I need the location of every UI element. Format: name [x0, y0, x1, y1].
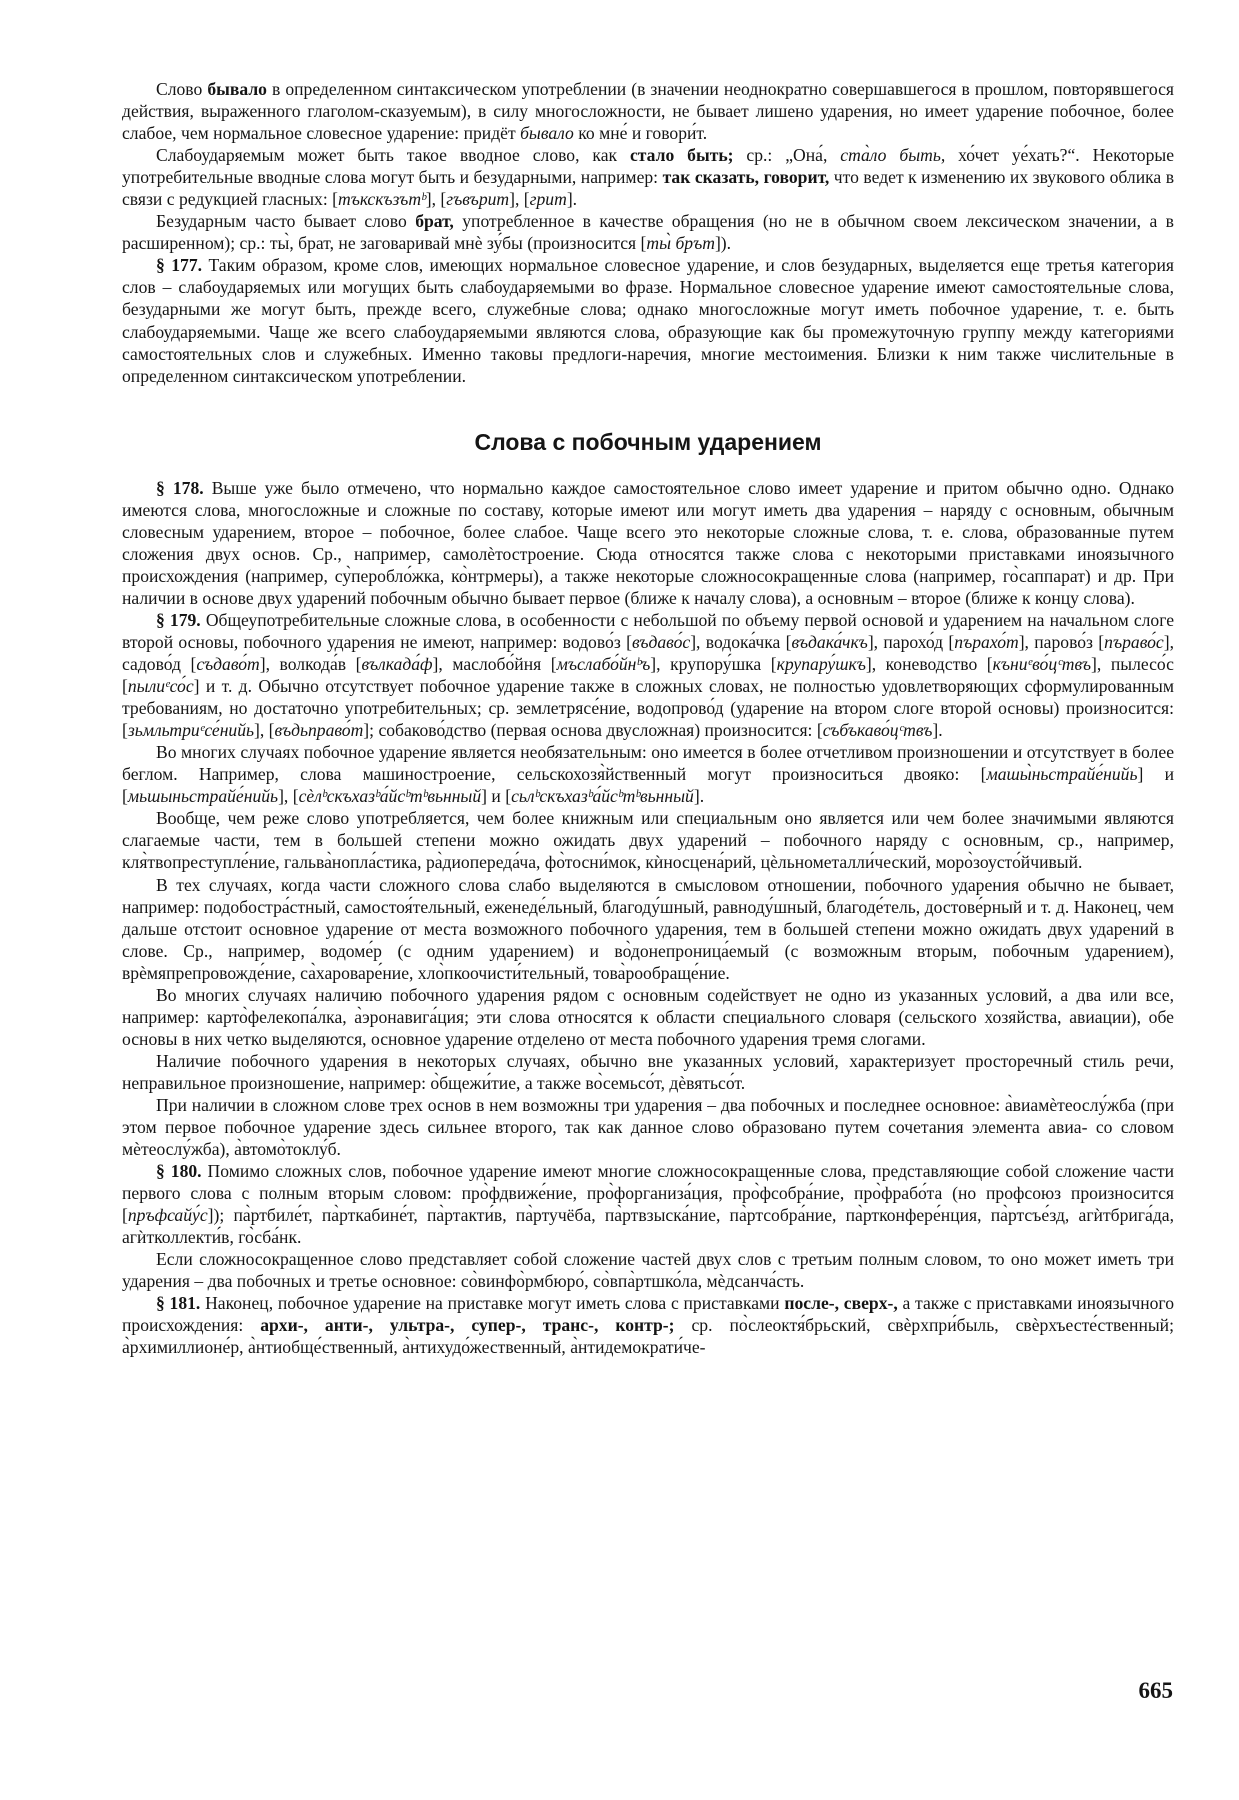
bold-text: § 181. [156, 1293, 201, 1314]
italic-transcription: кънuᵉво́цᶜтвъ [992, 654, 1092, 675]
italic-transcription: бывало [520, 123, 574, 144]
italic-transcription: въдьправо́т [274, 720, 364, 741]
bold-text: так сказать, говорит, [662, 167, 830, 188]
bold-text: § 180. [156, 1161, 202, 1182]
bold-text: бывало [207, 79, 267, 99]
italic-transcription: машы̀ньстрайе́нийь [986, 764, 1138, 785]
paragraph [122, 144, 1174, 210]
text-run: ], маслобо́йня [ [432, 654, 557, 675]
text-run: Безударным часто бывает слово [156, 211, 416, 232]
italic-transcription: пылuᵉсо́с [127, 676, 194, 697]
paragraph [122, 477, 1174, 609]
italic-transcription: гъвърит [446, 189, 510, 210]
italic-transcription: ста̀ло быть, [840, 145, 946, 166]
paragraph [122, 1160, 1174, 1248]
text-run: ], [ [254, 720, 275, 741]
text-run: Помимо сложных слов, побочное ударение имеют многие сложносокращенные слова, представляющие собой сложение части первого слова с полным вторым словом: про̀фдвиже́ние, про̀форганиза́ция, про̀фсобра́ние, про̀фрабо́та (но профсоюз произносится [ [122, 1161, 1175, 1226]
text-run: в определенном синтаксическом употреблении (в значении неоднократно совершавшегося в прошлом, повторявшегося действия, выраженного глаголом-сказуемым), в силу многосложности, не бывает лишено ударения, но имеет ударение побочное, более слабое, чем нормальное словесное ударение: придёт [122, 79, 1174, 144]
italic-transcription: мъслабо́йнᵇъ [556, 654, 651, 675]
text-run: Если сложносокращенное слово представляет собой сложение частей двух слов с третьим полным словом, то оно может иметь три ударения – два побочных и третье основное: со̀винфо̀рмбюро́, со̀впа̀ртшко́ла, мѐдсанча́сть. [122, 1249, 1174, 1292]
section-heading: Слова с побочным ударением [474, 428, 822, 455]
text-run: употребленное в качестве обращения (но не в обычном своем лексическом значении, а в расширенном); ср.: ты̀, брат, не заговаривай мнѐ зу́бы (произносится [ [122, 211, 1174, 254]
paragraph [122, 1248, 1174, 1292]
text-run: В тех случаях, когда части сложного слова слабо выделяются в смысловом отношении, побочного ударения обычно не бывает, например: подобостра́стный, самостоя́тельный, еженеде́льный, благоду́шный, равноду́шный, благоде́тель, достове́рный и т. д. Наконец, чем дальше отстоит основное ударение от места возможного побочного ударения, тем в большей степени можно ожидать двух ударений в слове. Ср., например, водоме́р (с одним ударением) и во̀донепроница́емый (с возможным вторым, побочным ударением), врѐмяпрепровожде́ние, са̀хароваре́ние, хло̀пкоочисти́тельный, това̀рообраще́ние. [122, 874, 1174, 983]
text-run: Наличие побочного ударения в некоторых случаях, обычно вне указанных условий, характеризует просторечный стиль речи, неправильное произношение, например: о̀бщежи́тие, а также во̀семьсо́т, дѐвятьсо́т. [122, 1050, 1174, 1093]
paragraph [122, 984, 1174, 1050]
text-run: ср. по̀слеоктя́брьский, свѐрхпри́быль, свѐрхъесте́ственный; а̀рхимиллионе́р, а̀нтиобще́ственный, а̀нтихудо́жественный, а̀нтидемократи́че- [122, 1315, 1174, 1358]
text-run: Общеупотребительные сложные слова, в особенности с небольшой по объему первой основой и ударением на начальном слоге второй основы, побочного ударения не имеют, например: водово́з [ [122, 609, 1175, 652]
italic-transcription: вълкада́ф [361, 654, 433, 675]
text-run: ]). [714, 233, 732, 254]
paragraph [122, 1050, 1174, 1094]
paragraph [122, 210, 1174, 254]
text-run: ], водока́чка [ [690, 631, 792, 652]
text-run: хо́чет уе́хать?“. Некоторые употребительные вводные слова могут быть и безударными, например: [122, 145, 1175, 188]
text-run: ], пылесо́с [ [122, 654, 1174, 697]
text-run: ]); па̀ртбиле́т, па̀рткабине́т, па̀ртакти́в, па̀ртучёба, па̀ртвзыска́ние, па̀ртсобра́ние, па̀ртконфере́нция, па̀ртсъе́зд, агѝтбрига́да, агѝтколлекти́в, го̀сба́нк. [122, 1205, 1174, 1248]
text-run: ср.: „Она́, [733, 145, 841, 166]
text-run: Таким образом, кроме слов, имеющих нормальное словесное ударение, и слов безударных, выделяется еще третья категория слов – слабоударяемых или могущих быть слабоударяемыми во фразе. Нормальное словесное ударение имеют самостоятельные слова, безударными же могут быть, прежде всего, служебные слова; однако многосложные могут иметь побочное ударение, т. е. быть слабоударяемыми. Чаще же всего слабоударяемыми являются слова, образующие как бы промежуточную группу между категориями самостоятельных слов и служебных. Именно таковы предлоги-наречия, многие местоимения. Близки к ним также числительные в определенном синтаксическом употреблении. [122, 255, 1175, 386]
italic-transcription: съдаво́т [196, 654, 260, 675]
section-body-text [122, 477, 1174, 1359]
text-run: а также с приставками иноязычного происхождения: [122, 1293, 1174, 1336]
bold-text: архи-, анти-, ультра-, супер-, транс-, контр-; [260, 1315, 675, 1336]
italic-transcription: грит [529, 189, 567, 210]
text-run: ], [ [425, 189, 447, 210]
text-run: ], коневодство [ [865, 654, 993, 675]
bold-text: стало быть; [629, 145, 734, 166]
text-run: ], [ [509, 189, 530, 210]
text-run: Во многих случаях побочное ударение является необязательным: оно имеется в более отчетливом произношении и отсутствует в более беглом. Например, слова машиностроение, сельскохозя̀йственный могут произноситься двояко: [ [122, 742, 1174, 785]
paragraph [122, 1094, 1174, 1160]
text-run: Слово [156, 79, 208, 99]
italic-transcription: зьмльтриᵉсе́нийь [127, 720, 255, 741]
text-run: ], волкода́в [ [259, 654, 362, 675]
text-run: При наличии в сложном слове трех основ в нем возможны три ударения – два побочных и последнее основное: а̀виамѐтеослу́жба (при этом первое побочное ударение здесь сильнее второго, так как данное слово образовано путем сочетания элемента авиа- со словом мѐтеослу́жба), а̀втомо̀токлу́б. [122, 1094, 1174, 1160]
paragraph [122, 609, 1174, 741]
paragraph [122, 1292, 1174, 1358]
paragraph [122, 254, 1174, 386]
text-run: ]. [566, 189, 578, 210]
paragraph [122, 78, 1174, 144]
bold-text: брат, [415, 211, 454, 232]
text-run: Во многих случаях наличию побочного ударения рядом с основным содействует не одно из указанных условий, а два или все, например: карто̀фелекопа́лка, а̀эронавига́ция; эти слова относятся к области специального словаря (сельского хозяйства, авиации), обе основы в них четко выделяются, основное ударение отделено от места побочного ударения тремя слогами. [122, 984, 1174, 1049]
paragraph [122, 807, 1174, 873]
text-run: Наконец, побочное ударение на приставке могут иметь слова с приставками [200, 1293, 785, 1314]
text-run: ], парово́з [ [1018, 631, 1105, 652]
text-run: Вообще, чем реже слово употребляется, чем более книжным или специальным оно является или чем более значимыми являются слагаемые части, тем в большей степени можно ожидать двух ударений – побочного наряду с основным, ср., например, кля̀твопреступле́ние, гальва̀нопла́стика, ра̀диопереда́ча, фо̀тосни́мок, кѝносцена́рий, цѐльнометалли́ческий, моро̀зоусто́йчивый. [122, 808, 1174, 873]
text-run: ]. [932, 720, 943, 741]
text-run: ]; собаково́дство (первая основа двусложная) произносится: [ [363, 720, 823, 741]
page-number: 665 [1138, 1678, 1173, 1703]
text-run: ]. [693, 786, 705, 807]
text-run: ] и т. д. Обычно отсутствует побочное ударение также в сложных словах, не полностью удовлетворяющих сформулированным требованиям, но достаточно употребительных; ср. землетрясе́ние, водопрово́д (ударение на втором слоге второй основы) произносится: [ [122, 676, 1174, 741]
text-run: ], парохо́д [ [867, 631, 955, 652]
italic-transcription: сѐлᵇскъхазᵇа́йсᵇтᵇвьнный [298, 786, 482, 807]
text-run: Выше уже было отмечено, что нормально каждое самостоятельное слово имеет ударение и притом обычно одно. Однако имеются слова, многосложные и сложные по составу, которые имеют или могут иметь два ударения – наряду с основным, обычным словесным ударением, второе – побочное, более слабое. Чаще всего это некоторые сложные слова, т. е. слова, образованные путем сложения двух основ. Ср., например, самолѐтостроение. Сюда относятся также слова с некоторыми приставками иноязычного происхождения (например, су̀перобло́жка, ко̀нтрмеры), а также некоторые сложносокращенные слова (например, го̀саппарат) и др. При наличии в основе двух ударений побочным обычно бывает первое (ближе к началу слова), а основным – второе (ближе к концу слова). [122, 477, 1174, 608]
text-run: Слабоударяемым может быть такое вводное слово, как [156, 145, 630, 166]
italic-transcription: тъкскъзътᵇ [337, 189, 426, 210]
text-run: ], садово́д [ [122, 631, 1174, 675]
italic-transcription: въдака́чкъ [791, 631, 868, 652]
bold-text: § 179. [156, 609, 201, 630]
italic-transcription: мьшыньстрайе́нийь [127, 786, 279, 807]
italic-transcription: въдаво́с [631, 631, 691, 652]
text-run: ], [ [278, 786, 299, 807]
text-run: ] и [ [122, 764, 1174, 807]
italic-transcription: крупару́шкъ [776, 654, 866, 675]
bold-text: § 177. [156, 255, 203, 276]
bold-text: § 178. [156, 477, 204, 498]
text-run: что ведет к изменению их звукового облика в связи с редукцией гласных: [ [122, 167, 1174, 210]
italic-transcription: пръфсайу́с [127, 1205, 208, 1226]
document-page [122, 78, 1174, 1768]
text-run: ко мне́ и говори́т. [573, 123, 708, 144]
paragraph [122, 741, 1174, 807]
italic-transcription: събъкаво́цᶜтвъ [822, 720, 933, 741]
text-run: ] и [ [481, 786, 512, 807]
italic-transcription: ты̀ брът [646, 233, 715, 254]
italic-transcription: сьлᵇскъхазᵇа́йсᵇтᵇвьнный [511, 786, 694, 807]
italic-transcription: пърахо́т [954, 631, 1019, 652]
paragraph [122, 874, 1174, 984]
italic-transcription: пъраво́с [1104, 631, 1164, 652]
bold-text: после-, сверх-, [784, 1293, 898, 1314]
section-intro-text [122, 78, 1174, 387]
text-run: ], крупору́шка [ [650, 654, 777, 675]
